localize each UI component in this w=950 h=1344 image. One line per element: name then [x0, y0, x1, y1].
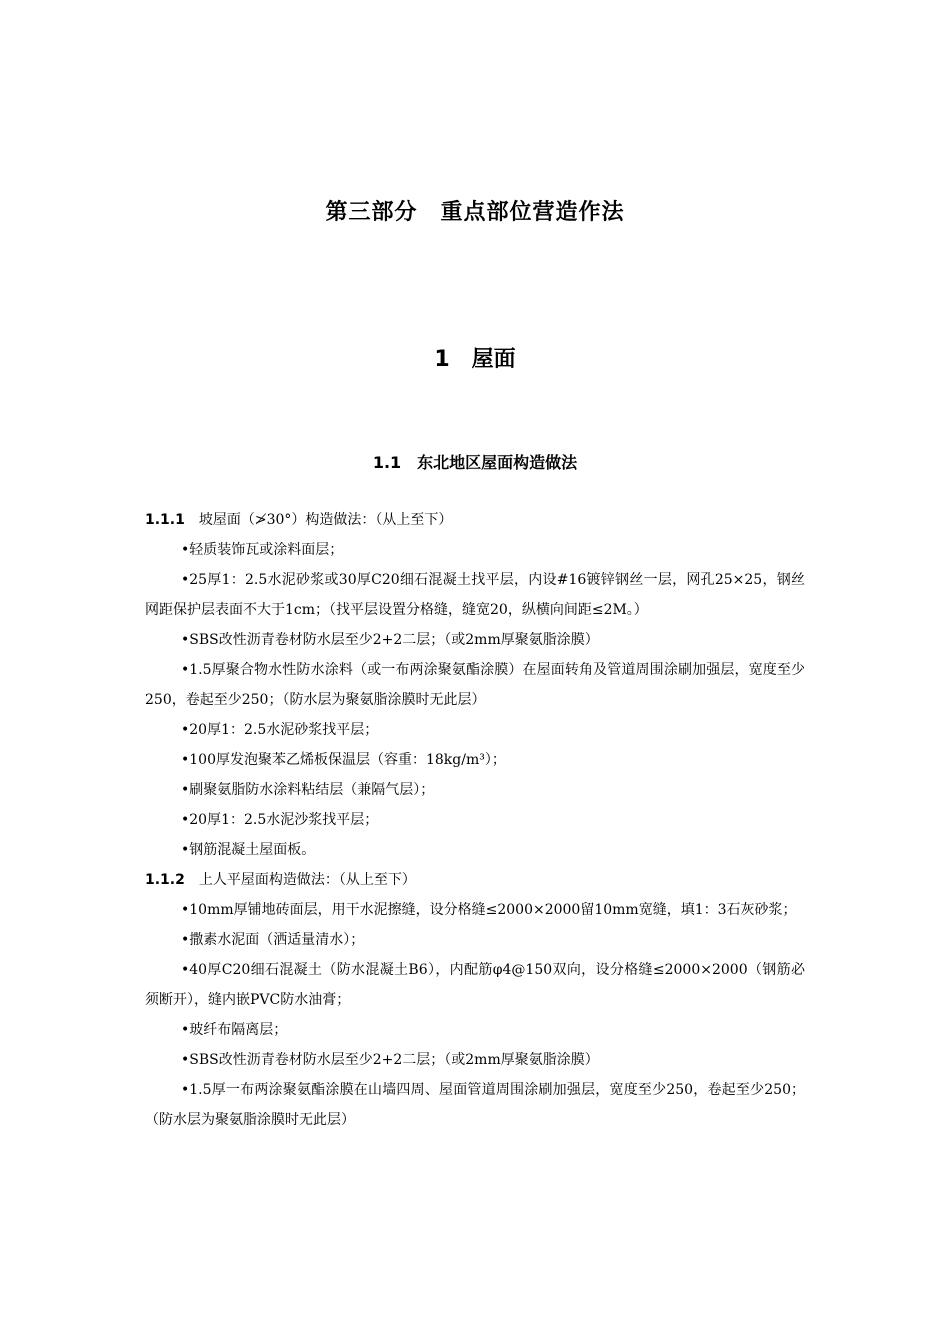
- subsection-title: 坡屋面（≯30°）构造做法：（从上至下）: [198, 512, 453, 528]
- list-item: •100厚发泡聚苯乙烯板保温层（容重：18kg/m³）；: [181, 752, 506, 768]
- list-item: •钢筋混凝土屋面板。: [181, 842, 316, 858]
- part-title: 第三部分 重点部位营造作法: [325, 200, 625, 225]
- list-item: •SBS改性沥青卷材防水层至少2+2二层；（或2mm厚聚氨脂涂膜）: [181, 1052, 599, 1068]
- section-title: 1.1 东北地区屋面构造做法: [372, 453, 578, 472]
- list-item: •10mm厚铺地砖面层，用干水泥擦缝，设分格缝≤2000×2000留10mm宽缝，填1：3石灰砂浆；: [181, 902, 797, 918]
- subsection-title: 上人平屋面构造做法：（从上至下）: [198, 872, 416, 888]
- list-item: •撒素水泥面（洒适量清水）；: [181, 932, 365, 948]
- document-body: [145, 505, 805, 1135]
- subsection-number: 1.1.1: [145, 512, 185, 528]
- list-item: •20厚1：2.5水泥沙浆找平层；: [181, 812, 379, 828]
- chapter-title: 1 屋面: [434, 347, 516, 372]
- subsection-heading: [145, 865, 805, 895]
- list-item: •轻质装饰瓦或涂料面层；: [181, 542, 344, 558]
- list-item: •刷聚氨脂防水涂料粘结层（兼隔气层）；: [181, 782, 435, 798]
- list-item: •1.5厚聚合物水性防水涂料（或一布两涂聚氨酯涂膜）在屋面转角及管道周围涂刷加强层，宽度至少250，卷起至少250；（防水层为聚氨脂涂膜时无此层）: [145, 662, 805, 708]
- subsection-heading: [145, 505, 805, 535]
- list-item: •25厚1：2.5水泥砂浆或30厚C20细石混凝土找平层，内设#16镀锌钢丝一层，网孔25×25，钢丝网距保护层表面不大于1cm；（找平层设置分格缝，缝宽20，纵横向间距≤2M。）: [145, 572, 805, 618]
- list-item: •20厚1：2.5水泥砂浆找平层；: [181, 722, 379, 738]
- list-item: •1.5厚一布两涂聚氨酯涂膜在山墙四周、屋面管道周围涂刷加强层，宽度至少250，卷起至少250；（防水层为聚氨脂涂膜时无此层）: [145, 1082, 805, 1128]
- list-item: •40厚C20细石混凝土（防水混凝土B6），内配筋φ4@150双向，设分格缝≤2000×2000（钢筋必须断开），缝内嵌PVC防水油膏；: [145, 962, 805, 1008]
- list-item: •SBS改性沥青卷材防水层至少2+2二层；（或2mm厚聚氨脂涂膜）: [181, 632, 599, 648]
- list-item: •玻纤布隔离层；: [181, 1022, 288, 1038]
- subsection-number: 1.1.2: [145, 872, 185, 888]
